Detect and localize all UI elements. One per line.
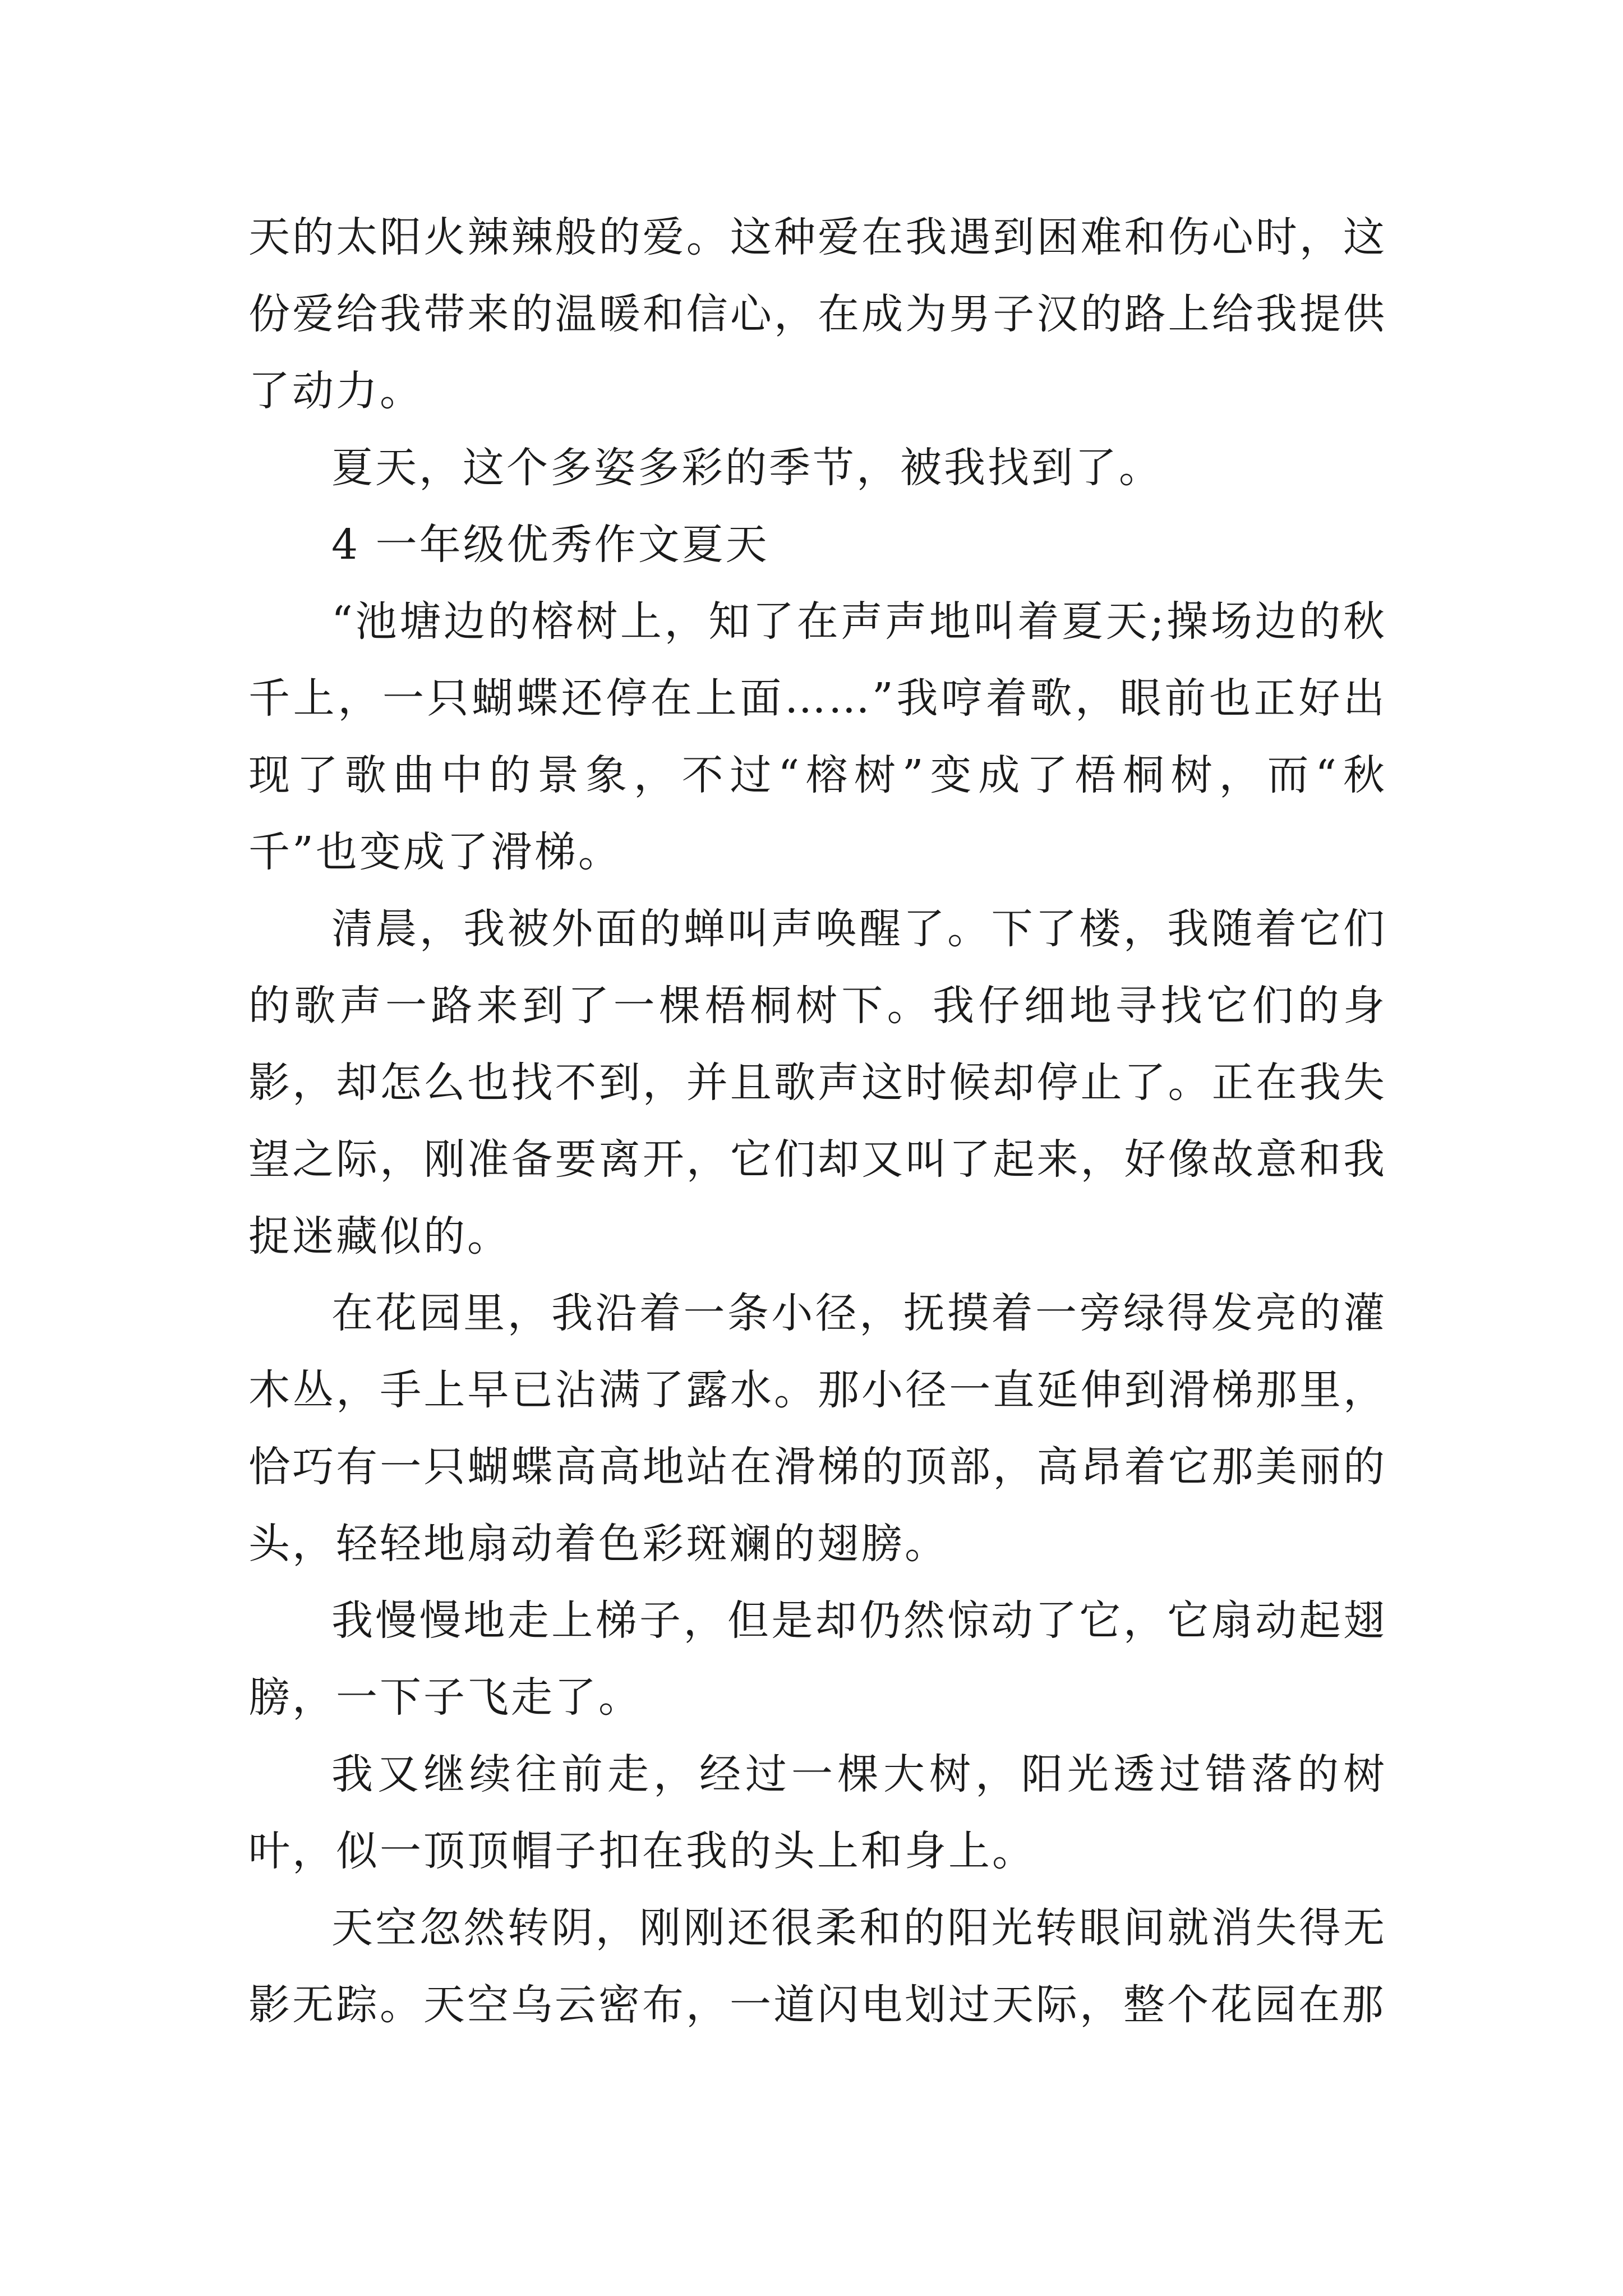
paragraph: 夏天，这个多姿多彩的季节，被我找到了。 (331, 444, 1163, 492)
paragraph: 清晨，我被外面的蝉叫声唤醒了。下了楼，我随着它们的歌声一路来到了一棵梧桐树下。我仔细地寻找它们的身影，却怎么也找不到，并且歌声这时候却停止了。正在我失望之际，刚准备要离开，它们却又叫了起来，好像故意和我捉迷藏似的。 (248, 905, 1387, 1260)
article-body (248, 199, 1387, 2044)
paragraph: 我又继续往前走，经过一棵大树，阳光透过错落的树叶，似一顶顶帽子扣在我的头上和身上。 (248, 1750, 1387, 1875)
paragraph: 在花园里，我沿着一条小径，抚摸着一旁绿得发亮的灌木丛，手上早已沾满了露水。那小径一直延伸到滑梯那里，恰巧有一只蝴蝶高高地站在滑梯的顶部，高昂着它那美丽的头，轻轻地扇动着色彩斑斓的翅膀。 (248, 1289, 1387, 1568)
section-heading: 4 一年级优秀作文夏天 (331, 521, 769, 569)
paragraph-continued: 天的太阳火辣辣般的爱。这种爱在我遇到困难和伤心时，这份爱给我带来的温暖和信心，在成为男子汉的路上给我提供了动力。 (248, 213, 1387, 415)
paragraph: 天空忽然转阴，刚刚还很柔和的阳光转眼间就消失得无影无踪。天空乌云密布，一道闪电划过天际，整个花园在那 (248, 1904, 1387, 2029)
paragraph: 我慢慢地走上梯子，但是却仍然惊动了它，它扇动起翅膀，一下子飞走了。 (248, 1596, 1387, 1722)
paragraph: “池塘边的榕树上，知了在声声地叫着夏天;操场边的秋千上，一只蝴蝶还停在上面……”我哼着歌，眼前也正好出现了歌曲中的景象，不过“榕树”变成了梧桐树，而“秋千”也变成了滑梯。 (248, 597, 1387, 876)
